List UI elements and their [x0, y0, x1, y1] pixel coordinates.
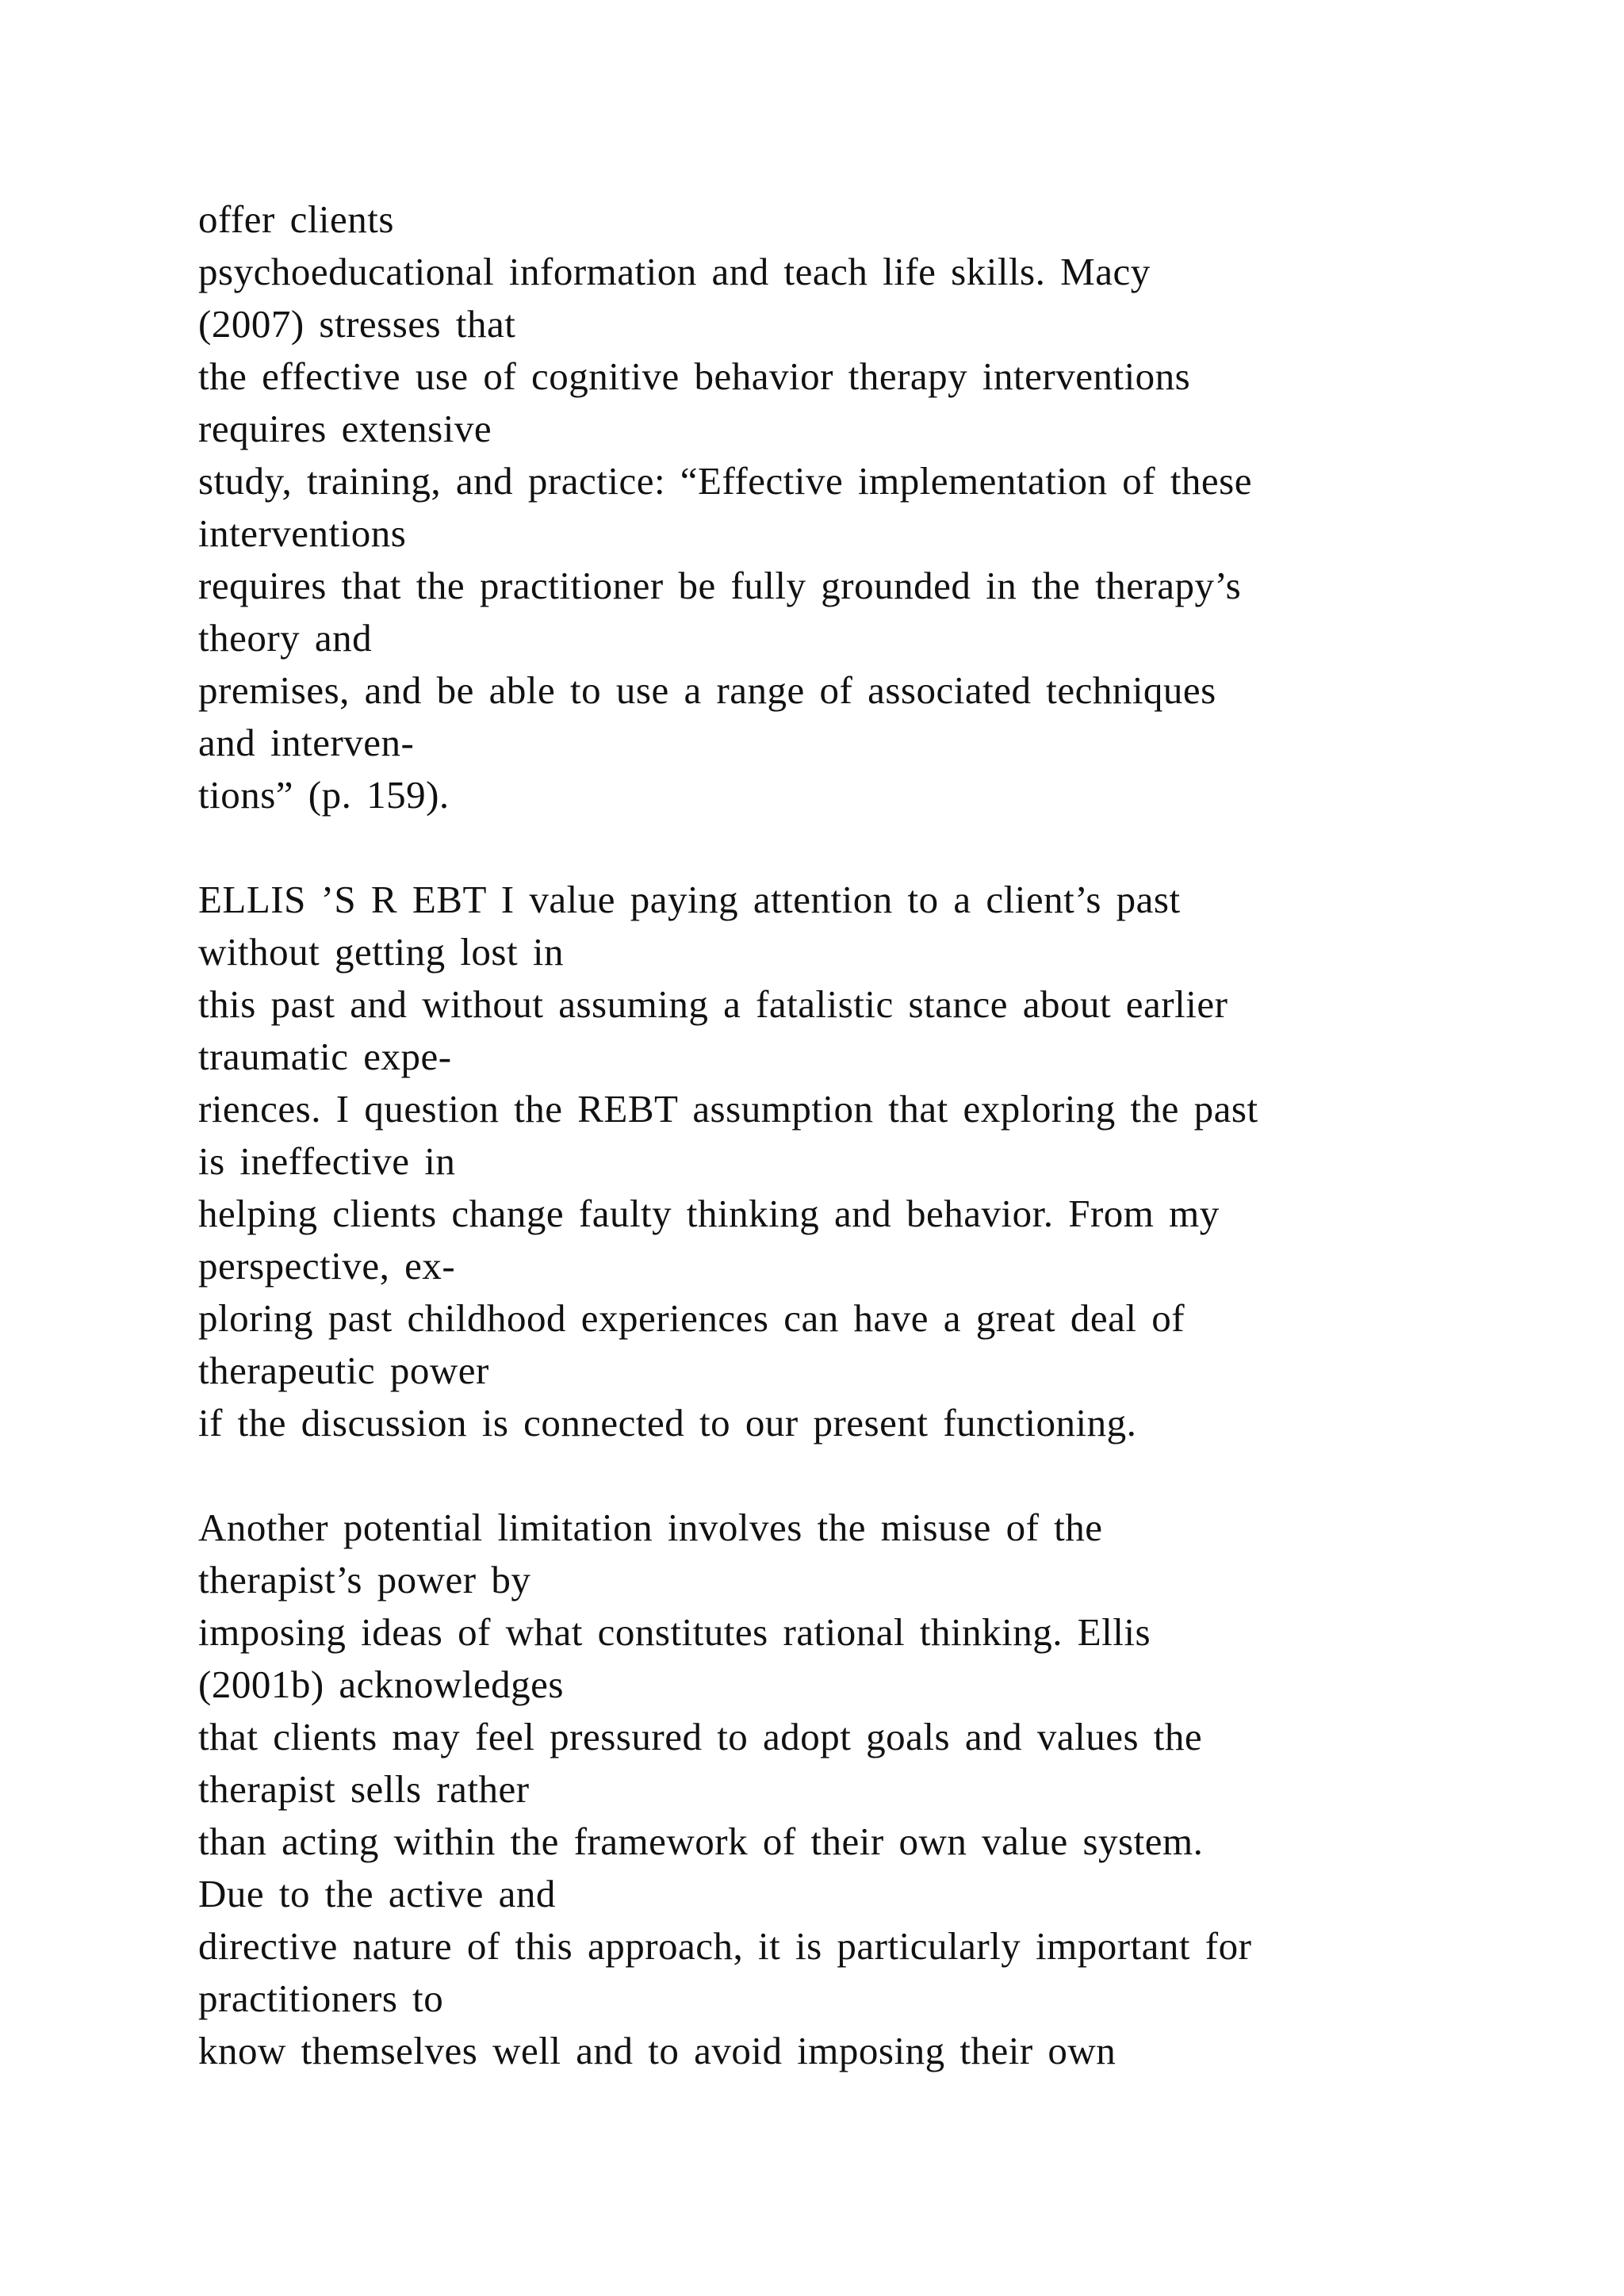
text-line: imposing ideas of what constitutes rational thinking. Ellis: [198, 1610, 1151, 1654]
text-line: the effective use of cognitive behavior therapy interventions: [198, 354, 1191, 398]
text-line: if the discussion is connected to our present functioning.: [198, 1401, 1137, 1445]
paragraph-gap: [198, 821, 1499, 874]
text-line: ELLIS ’S R EBT I value paying attention to a client’s past: [198, 878, 1181, 921]
text-line: therapist’s power by: [198, 1558, 531, 1601]
text-line: tions” (p. 159).: [198, 773, 450, 817]
text-line: (2001b) acknowledges: [198, 1663, 564, 1706]
text-line: perspective, ex-: [198, 1244, 456, 1288]
text-line: therapeutic power: [198, 1349, 489, 1392]
text-line: requires that the practitioner be fully grounded in the therapy’s: [198, 564, 1242, 607]
paragraph-1: [198, 193, 1499, 821]
text-line: this past and without assuming a fatalistic stance about earlier: [198, 982, 1228, 1026]
text-line: interventions: [198, 511, 407, 555]
text-line: than acting within the framework of their own value system.: [198, 1820, 1204, 1863]
text-line: premises, and be able to use a range of associated techniques: [198, 668, 1216, 712]
text-line: and interven-: [198, 721, 415, 764]
text-line: that clients may feel pressured to adopt goals and values the: [198, 1715, 1203, 1758]
text-line: ploring past childhood experiences can have a great deal of: [198, 1296, 1185, 1340]
paragraph-2: [198, 874, 1499, 1449]
text-line: directive nature of this approach, it is particularly important for: [198, 1924, 1252, 1968]
text-line: without getting lost in: [198, 930, 564, 974]
text-line: Due to the active and: [198, 1872, 556, 1915]
text-line: practitioners to: [198, 1976, 444, 2020]
text-line: is ineffective in: [198, 1139, 456, 1183]
text-line: riences. I question the REBT assumption that exploring the past: [198, 1087, 1258, 1131]
text-line: offer clients: [198, 197, 394, 241]
text-line: therapist sells rather: [198, 1767, 530, 1811]
text-line: know themselves well and to avoid imposing their own: [198, 2029, 1116, 2072]
text-line: psychoeducational information and teach life skills. Macy: [198, 250, 1151, 293]
document-body: [198, 193, 1499, 2077]
text-line: Another potential limitation involves the misuse of the: [198, 1506, 1103, 1549]
text-line: requires extensive: [198, 407, 492, 450]
paragraph-gap: [198, 1449, 1499, 1502]
text-line: traumatic expe-: [198, 1035, 452, 1078]
text-line: study, training, and practice: “Effective implementation of these: [198, 459, 1253, 503]
paragraph-3: [198, 1502, 1499, 2077]
text-line: theory and: [198, 616, 373, 660]
text-line: helping clients change faulty thinking and behavior. From my: [198, 1192, 1220, 1235]
text-line: (2007) stresses that: [198, 302, 516, 346]
